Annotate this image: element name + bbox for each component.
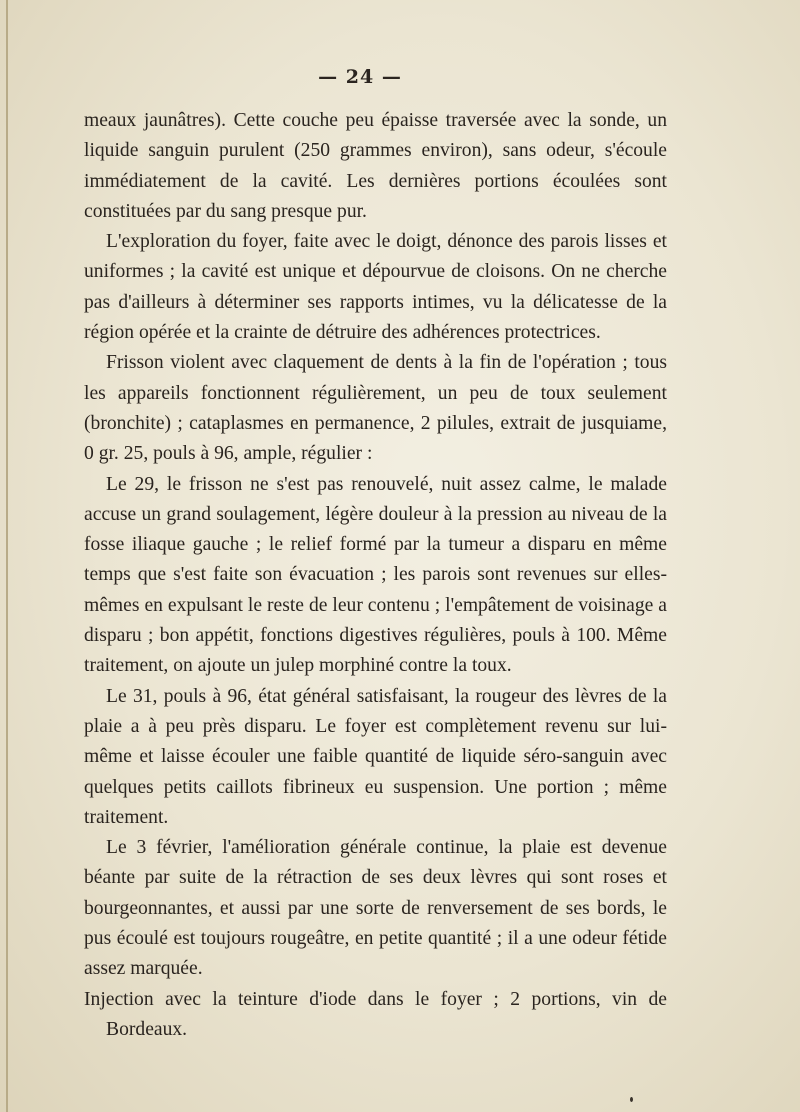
paragraph-le-29: Le 29, le frisson ne s'est pas renouvelé, nuit assez calme, le malade accuse un grand soulagement, légère douleur à la pression au niveau de la fosse iliaque gauche ; le relief formé par la tumeur a disparu en même temps que s'est faite son évacuation ; les parois sont revenues sur elles-mêmes en expulsant le reste de leur contenu ; l'empâtement de voisinage a disparu ; bon appétit, fonctions digestives régulières, pouls à 100. Même traitement, on ajoute un julep morphiné contre la toux. [84,473,667,677]
ink-speck [630,1097,633,1102]
body-text [84,106,667,1045]
paragraph-le-31: Le 31, pouls à 96, état général satisfaisant, la rougeur des lèvres de la plaie a à peu près disparu. Le foyer est complètement revenu sur lui-même et laisse écouler une faible quantité de liquide séro-sanguin avec quelques petits caillots fibrineux eu suspension. Une portion ; même traitement. [84,685,667,828]
page-number: — 24 — [318,66,402,88]
page-gutter [6,0,8,1112]
paragraph-frisson: Frisson violent avec claquement de dents à la fin de l'opération ; tous les appareils fonctionnent régulièrement, un peu de toux seulement (bronchite) ; cataplasmes en permanence, 2 pilules, extrait de jusquiame, 0 gr. 25, pouls à 96, ample, régulier : [84,352,667,465]
paragraph-continued: meaux jaunâtres). Cette couche peu épaisse traversée avec la sonde, un liquide sanguin purulent (250 grammes environ), sans odeur, s'écoule immédiatement de la cavité. Les dernières portions écoulées sont constituées par du sang presque pur. [84,110,667,222]
paragraph-le-3-fevrier: Le 3 février, l'amélioration générale continue, la plaie est devenue béante par suite de la rétraction de ses deux lèvres qui sont roses et bourgeonnantes, et aussi par une sorte de renversement de ses bords, le pus écoulé est toujours rougeâtre, en petite quantité ; il a une odeur fétide assez marquée. [84,837,667,980]
paragraph-injection: Injection avec la teinture d'iode dans le foyer ; 2 portions, vin de Bordeaux. [84,988,667,1040]
paragraph-exploration: L'exploration du foyer, faite avec le doigt, dénonce des parois lisses et uniformes ; la cavité est unique et dépourvue de cloisons. On ne cherche pas d'ailleurs à déterminer ses rapports intimes, vu la délicatesse de la région opérée et la crainte de détruire des adhérences protectrices. [84,231,667,344]
